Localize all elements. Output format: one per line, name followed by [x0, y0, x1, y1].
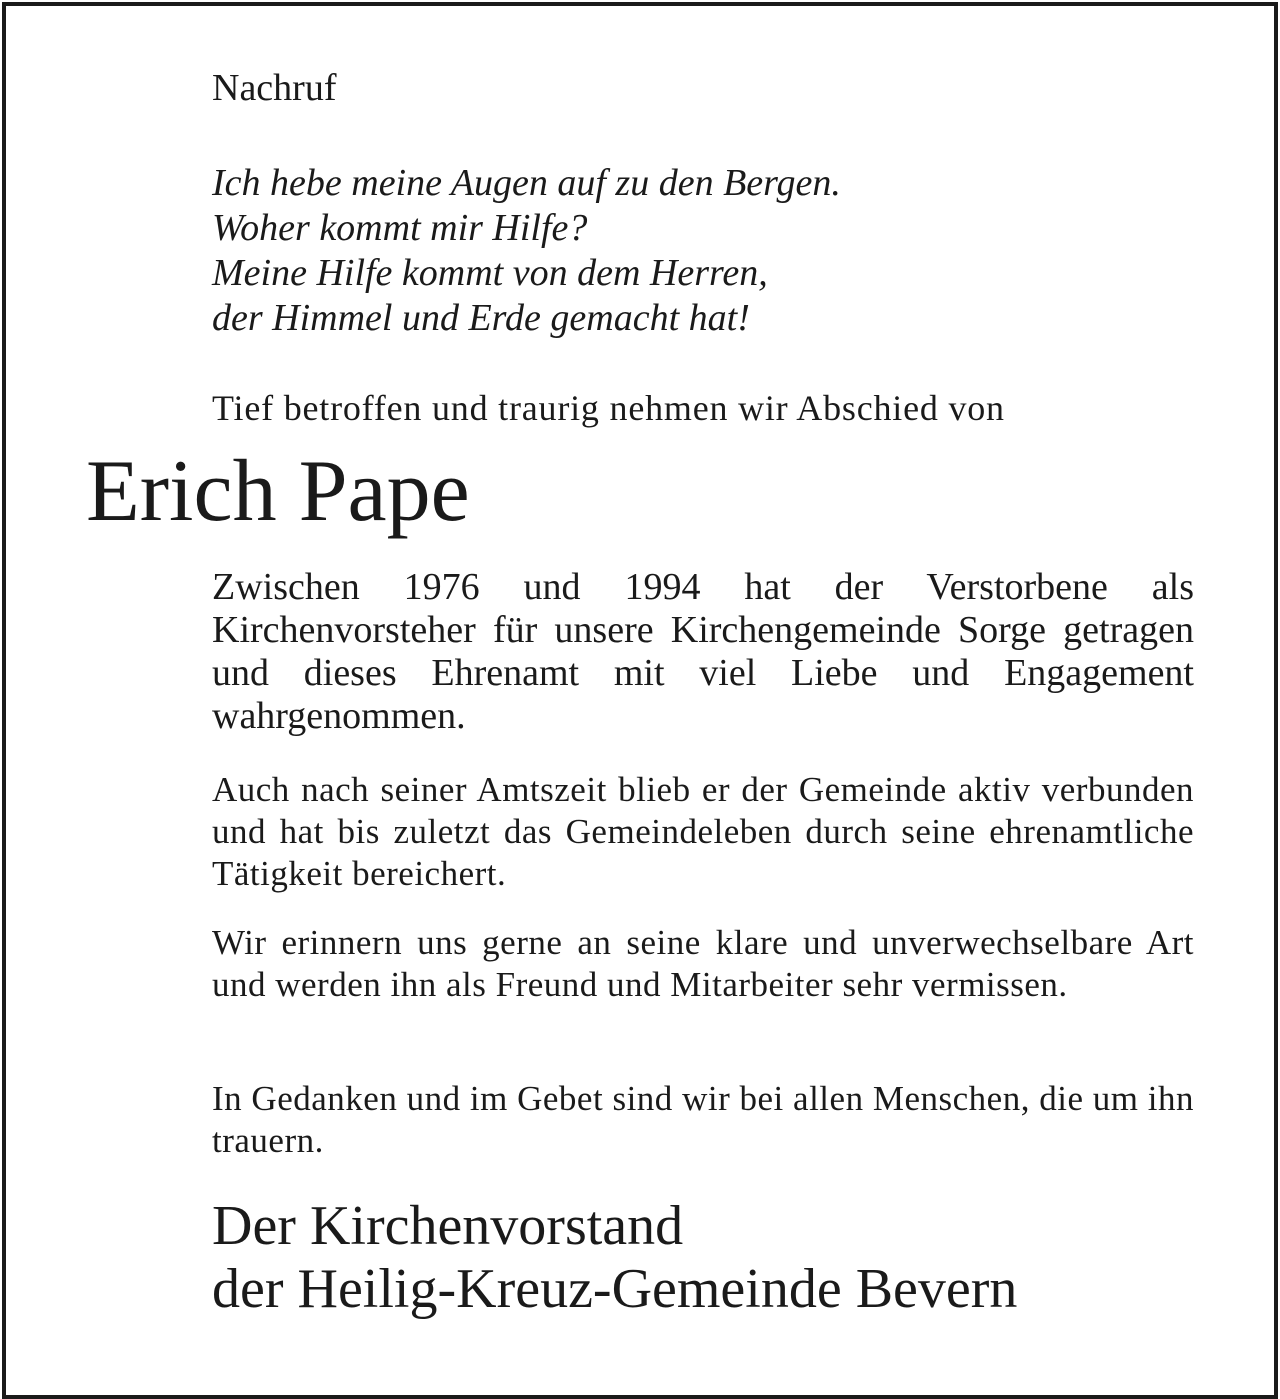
paragraph-after-tenure: Auch nach seiner Amtszeit blieb er der Gemeinde aktiv verbunden und hat bis zuletzt das Gemeindeleben durch seine ehrenamtliche Tätigkeit bereichert. [212, 770, 1194, 893]
paragraph-condolence: In Gedanken und im Gebet sind wir bei allen Menschen, die um ihn trauern. [212, 1079, 1194, 1160]
obituary-heading: Nachruf [212, 67, 337, 109]
verse-line: Woher kommt mir Hilfe? [212, 207, 588, 249]
verse-line: der Himmel und Erde gemacht hat! [212, 297, 750, 339]
paragraph-remembrance: Wir erinnern uns gerne an seine klare und unverwechselbare Art und werden ihn als Freund und Mitarbeiter sehr vermissen. [212, 923, 1194, 1004]
deceased-name: Erich Pape [86, 443, 470, 540]
bible-verse [212, 161, 841, 341]
signature-line: der Heilig-Kreuz-Gemeinde Bevern [212, 1258, 1018, 1320]
intro-text: Tief betroffen und traurig nehmen wir Abschied von [212, 388, 1005, 428]
verse-line: Ich hebe meine Augen auf zu den Bergen. [212, 162, 841, 204]
signature-line: Der Kirchenvorstand [212, 1195, 684, 1257]
verse-line: Meine Hilfe kommt von dem Herren, [212, 252, 768, 294]
paragraph-tenure: Zwischen 1976 und 1994 hat der Verstorbene als Kirchenvorsteher für unsere Kirchengemeinde Sorge getragen und dieses Ehrenamt mit viel Liebe und Engagement wahrgenommen. [212, 566, 1194, 737]
signature-block [212, 1195, 1017, 1321]
